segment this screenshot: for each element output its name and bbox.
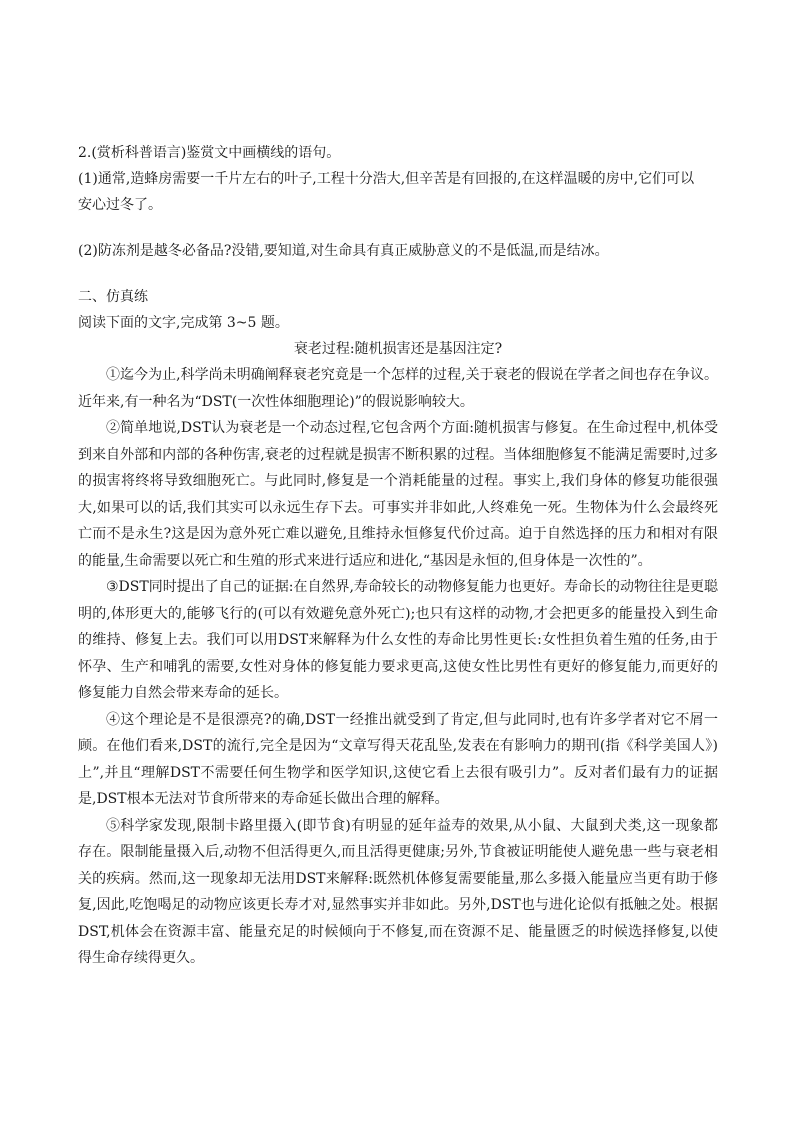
article-paragraph: ③DST同时提出了自己的证据:在自然界,寿命较长的动物修复能力也更好。寿命长的动物往往是更聪明的,体形更大的,能够飞行的(可以有效避免意外死亡);也只有这样的动物,才会把更多的能量投入到生命的维持、修复上去。我们可以用DST来解释为什么女性的寿命比男性更长:女性担负着生殖的任务,由于怀孕、生产和哺乳的需要,女性对身体的修复能力要求更高,这使女性比男性有更好的修复能力,而更好的修复能力自然会带来寿命的延长。 <box>78 579 718 701</box>
article-paragraph: ④这个理论是不是很漂亮?的确,DST一经推出就受到了肯定,但与此同时,也有许多学者对它不屑一顾。在他们看来,DST的流行,完全是因为“文章写得天花乱坠,发表在有影响力的期刊(指《科学美国人》)上”,并且“理解DST不需要任何生物学和医学知识,这使它看上去很有吸引力”。反对者们最有力的证据是,DST根本无法对节食所带来的寿命延长做出合理的解释。 <box>78 711 718 807</box>
question-2-item-1-line-2: 安心过冬了。 <box>78 197 162 213</box>
article-paragraph: ①迄今为止,科学尚未明确阐释衰老究竟是一个怎样的过程,关于衰老的假说在学者之间也存在争议。近年来,有一种名为“DST(一次性体细胞理论)”的假说影响较大。 <box>78 367 718 410</box>
question-2-item-1-line-1: (1)通常,造蜂房需要一千片左右的叶子,工程十分浩大,但辛苦是有回报的,在这样温暖的房中,它们可以 <box>78 171 695 187</box>
question-2-heading: 2.(赏析科普语言)鉴赏文中画横线的语句。 <box>78 145 341 161</box>
reading-instruction: 阅读下面的文字,完成第 3~5 题。 <box>78 315 289 331</box>
section-heading: 二、仿真练 <box>78 289 148 305</box>
question-2-item-2: (2)防冻剂是越冬必备品?没错,要知道,对生命具有真正威胁意义的不是低温,而是结冰。 <box>78 243 609 259</box>
article-title: 衰老过程:随机损害还是基因注定? <box>293 341 503 357</box>
article-paragraph: ⑤科学家发现,限制卡路里摄入(即节食)有明显的延年益寿的效果,从小鼠、大鼠到犬类,这一现象都存在。限制能量摄入后,动物不但活得更久,而且活得更健康;另外,节食被证明能使人避免患一些与衰老相关的疾病。然而,这一现象却无法用DST来解释:既然机体修复需要能量,那么多摄入能量应当更有助于修复,因此,吃饱喝足的动物应该更长寿才对,显然事实并非如此。另外,DST也与进化论似有抵触之处。根据DST,机体会在资源丰富、能量充足的时候倾向于不修复,而在资源不足、能量匮乏的时候选择修复,以使得生命存续得更久。 <box>78 817 718 966</box>
document-page <box>78 140 718 972</box>
article-paragraph: ②简单地说,DST认为衰老是一个动态过程,它包含两个方面:随机损害与修复。在生命过程中,机体受到来自外部和内部的各种伤害,衰老的过程就是损害不断积累的过程。当体细胞修复不能满足需要时,过多的损害将终将导致细胞死亡。与此同时,修复是一个消耗能量的过程。事实上,我们身体的修复功能很强大,如果可以的话,我们其实可以永远生存下去。可事实并非如此,人终难免一死。生物体为什么会最终死亡而不是永生?这是因为意外死亡难以避免,且维持永恒修复代价过高。迫于自然选择的压力和相对有限的能量,生命需要以死亡和生殖的形式来进行适应和进化,“基因是永恒的,但身体是一次性的”。 <box>78 420 718 569</box>
